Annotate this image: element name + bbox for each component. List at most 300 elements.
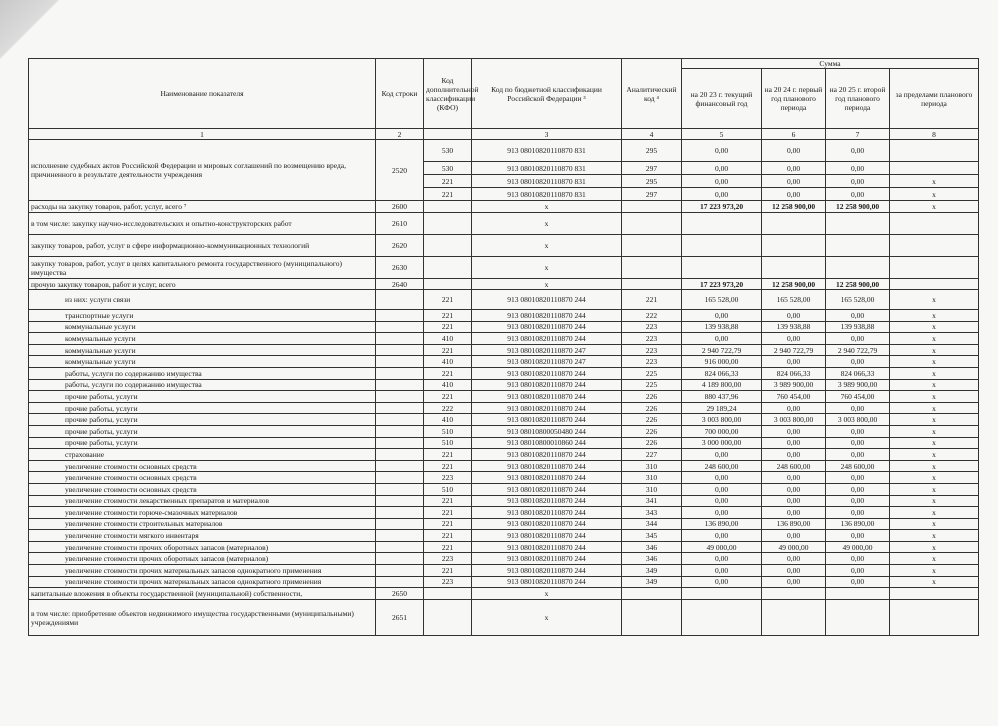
analytic-cell: 310: [622, 460, 682, 472]
year1-cell: 880 437,96: [682, 391, 762, 403]
beyond-cell: х: [890, 507, 979, 519]
beyond-cell: х: [890, 356, 979, 368]
year1-cell: 0,00: [682, 333, 762, 345]
analytic-cell: 223: [622, 356, 682, 368]
beyond-cell: х: [890, 379, 979, 391]
col-number: 4: [622, 129, 682, 140]
year2-cell: 165 528,00: [762, 290, 826, 310]
table-row: [29, 565, 979, 577]
year2-cell: 0,00: [762, 437, 826, 449]
row-name: коммунальные услуги: [29, 344, 376, 356]
year2-cell: 0,00: [762, 495, 826, 507]
kfo-cell: 221: [424, 321, 472, 333]
col-number: 5: [682, 129, 762, 140]
year3-cell: 0,00: [826, 449, 890, 461]
year2-cell: 0,00: [762, 553, 826, 565]
row-name: транспортные услуги: [29, 310, 376, 322]
row-name: из них: услуги связи: [29, 290, 376, 310]
row-code: [376, 530, 424, 542]
budget-table: [28, 58, 979, 636]
row-name: увеличение стоимости прочих материальных запасов однократного применения: [29, 576, 376, 588]
kbk-cell: 913 08010820110870 244: [472, 402, 622, 414]
kfo-cell: 221: [424, 290, 472, 310]
page-fold-shadow: [0, 0, 60, 60]
table-row-2640: [29, 279, 979, 290]
year3-cell: 136 890,00: [826, 518, 890, 530]
year3-cell: 0,00: [826, 162, 890, 175]
table-row: [29, 414, 979, 426]
beyond-cell: х: [890, 425, 979, 437]
year3-cell: [826, 600, 890, 636]
year1-cell: 0,00: [682, 507, 762, 519]
row-name: закупку товаров, работ, услуг в целях капитального ремонта государственного (муниципального) имущества: [29, 257, 376, 279]
table-row: [29, 541, 979, 553]
year3-cell: 0,00: [826, 402, 890, 414]
year3-cell: 0,00: [826, 507, 890, 519]
col-number: 6: [762, 129, 826, 140]
header-sum: Сумма: [682, 59, 979, 69]
kfo-cell: 221: [424, 541, 472, 553]
row-name: прочие работы, услуги: [29, 414, 376, 426]
row-name: увеличение стоимости основных средств: [29, 460, 376, 472]
row-name: закупку товаров, работ, услуг в сфере информационно-коммуникационных технологий: [29, 235, 376, 257]
analytic-cell: 223: [622, 321, 682, 333]
row-code: 2640: [376, 279, 424, 290]
analytic-cell: 344: [622, 518, 682, 530]
year1-cell: 0,00: [682, 175, 762, 188]
kbk-cell: 913 08010820110870 244: [472, 321, 622, 333]
kfo-cell: 410: [424, 414, 472, 426]
kbk-cell: 913 08010820110870 244: [472, 576, 622, 588]
year2-cell: 0,00: [762, 565, 826, 577]
row-name: в том числе: закупку научно-исследовательских и опытно-конструкторских работ: [29, 213, 376, 235]
kfo-cell: 223: [424, 472, 472, 484]
row-code: [376, 483, 424, 495]
table-row-2651: [29, 600, 979, 636]
year1-cell: 3 000 000,00: [682, 437, 762, 449]
row-code: 2651: [376, 600, 424, 636]
table-row: [29, 310, 979, 322]
year3-cell: 0,00: [826, 530, 890, 542]
year2-cell: 0,00: [762, 356, 826, 368]
year1-cell: 17 223 973,20: [682, 201, 762, 213]
column-numbers-row: [29, 129, 979, 140]
row-name: увеличение стоимости мягкого инвентаря: [29, 530, 376, 542]
beyond-cell: х: [890, 310, 979, 322]
year3-cell: 0,00: [826, 175, 890, 188]
year1-cell: 0,00: [682, 553, 762, 565]
table-row: [29, 518, 979, 530]
row-code: 2630: [376, 257, 424, 279]
kfo-cell: [424, 588, 472, 600]
year1-cell: [682, 213, 762, 235]
year2-cell: [762, 235, 826, 257]
analytic-cell: 310: [622, 483, 682, 495]
analytic-cell: [622, 588, 682, 600]
beyond-cell: х: [890, 541, 979, 553]
kfo-cell: 221: [424, 565, 472, 577]
header-kfo: Код дополнительной классификации (КФО): [424, 59, 472, 129]
table-row: [29, 321, 979, 333]
row-code: [376, 472, 424, 484]
beyond-cell: [890, 279, 979, 290]
row-code: [376, 379, 424, 391]
year1-cell: 0,00: [682, 565, 762, 577]
kfo-cell: 223: [424, 576, 472, 588]
year3-cell: 0,00: [826, 310, 890, 322]
row-name: увеличение стоимости прочих материальных запасов однократного применения: [29, 565, 376, 577]
year2-cell: 49 000,00: [762, 541, 826, 553]
header-year-3: на 20 25 г. второй год планового периода: [826, 69, 890, 129]
year3-cell: 12 258 900,00: [826, 279, 890, 290]
row-name: увеличение стоимости прочих оборотных запасов (материалов): [29, 541, 376, 553]
table-row: [29, 140, 979, 162]
year2-cell: 2 940 722,79: [762, 344, 826, 356]
kfo-cell: 221: [424, 310, 472, 322]
table-row: [29, 437, 979, 449]
beyond-cell: х: [890, 333, 979, 345]
beyond-cell: х: [890, 518, 979, 530]
year3-cell: 0,00: [826, 425, 890, 437]
kfo-cell: 530: [424, 162, 472, 175]
analytic-cell: 349: [622, 565, 682, 577]
kfo-cell: 222: [424, 402, 472, 414]
kfo-cell: 410: [424, 333, 472, 345]
year1-cell: 0,00: [682, 310, 762, 322]
year1-cell: 0,00: [682, 483, 762, 495]
year3-cell: [826, 257, 890, 279]
year2-cell: 0,00: [762, 576, 826, 588]
kbk-cell: 913 08010820110870 244: [472, 391, 622, 403]
row-code: [376, 507, 424, 519]
year2-cell: 136 890,00: [762, 518, 826, 530]
kfo-cell: [424, 235, 472, 257]
analytic-cell: 226: [622, 437, 682, 449]
col-number: [424, 129, 472, 140]
kbk-cell: 913 08010820110870 244: [472, 507, 622, 519]
kbk-cell: 913 08010820110870 831: [472, 140, 622, 162]
kbk-cell: 913 08010820110870 244: [472, 472, 622, 484]
beyond-cell: х: [890, 483, 979, 495]
year3-cell: 0,00: [826, 483, 890, 495]
beyond-cell: х: [890, 472, 979, 484]
year1-cell: 4 189 800,00: [682, 379, 762, 391]
year1-cell: [682, 257, 762, 279]
year2-cell: 0,00: [762, 449, 826, 461]
row-name: увеличение стоимости горюче-смазочных материалов: [29, 507, 376, 519]
beyond-cell: [890, 257, 979, 279]
row-code: [376, 553, 424, 565]
beyond-cell: х: [890, 402, 979, 414]
row-code: [376, 518, 424, 530]
kbk-cell: 913 08010820110870 244: [472, 495, 622, 507]
kbk-cell: 913 08010820110870 244: [472, 310, 622, 322]
kfo-cell: 221: [424, 460, 472, 472]
row-name: увеличение стоимости прочих оборотных запасов (материалов): [29, 553, 376, 565]
year2-cell: 0,00: [762, 530, 826, 542]
row-name: коммунальные услуги: [29, 321, 376, 333]
analytic-cell: 345: [622, 530, 682, 542]
row-code: [376, 321, 424, 333]
table-row: [29, 553, 979, 565]
analytic-cell: [622, 213, 682, 235]
year3-cell: 0,00: [826, 188, 890, 201]
year2-cell: [762, 600, 826, 636]
analytic-cell: 225: [622, 367, 682, 379]
analytic-cell: 225: [622, 379, 682, 391]
beyond-cell: х: [890, 344, 979, 356]
col-number: 2: [376, 129, 424, 140]
header-row-code: Код строки: [376, 59, 424, 129]
kbk-cell: х: [472, 588, 622, 600]
table-row: [29, 402, 979, 414]
table-row-2650: [29, 588, 979, 600]
year1-cell: [682, 588, 762, 600]
kfo-cell: [424, 279, 472, 290]
kbk-cell: 913 08010820110870 244: [472, 290, 622, 310]
year3-cell: 49 000,00: [826, 541, 890, 553]
row-name: прочие работы, услуги: [29, 402, 376, 414]
row-name: прочие работы, услуги: [29, 391, 376, 403]
kbk-cell: 913 08010820110870 244: [472, 460, 622, 472]
analytic-cell: 297: [622, 162, 682, 175]
analytic-cell: 226: [622, 414, 682, 426]
kbk-cell: 913 08010820110870 244: [472, 553, 622, 565]
year1-cell: 700 000,00: [682, 425, 762, 437]
beyond-cell: х: [890, 201, 979, 213]
table-row: [29, 483, 979, 495]
row-code: [376, 356, 424, 368]
kfo-cell: [424, 257, 472, 279]
analytic-cell: [622, 201, 682, 213]
analytic-cell: 310: [622, 472, 682, 484]
row-name: в том числе: приобретение объектов недвижимого имущества государственными (муниципальными) учреждениями: [29, 600, 376, 636]
kfo-cell: 221: [424, 449, 472, 461]
kbk-cell: 913 08010820110870 831: [472, 162, 622, 175]
year1-cell: 0,00: [682, 576, 762, 588]
table-row: [29, 460, 979, 472]
analytic-cell: 226: [622, 402, 682, 414]
year3-cell: 12 258 900,00: [826, 201, 890, 213]
year2-cell: 0,00: [762, 175, 826, 188]
year3-cell: 0,00: [826, 356, 890, 368]
year3-cell: 139 938,88: [826, 321, 890, 333]
table-row: [29, 495, 979, 507]
col-number: 1: [29, 129, 376, 140]
kfo-cell: 221: [424, 188, 472, 201]
table-row: [29, 333, 979, 345]
kbk-cell: 913 08010820110870 244: [472, 518, 622, 530]
row-name: работы, услуги по содержанию имущества: [29, 367, 376, 379]
kfo-cell: 410: [424, 356, 472, 368]
year2-cell: 0,00: [762, 333, 826, 345]
year1-cell: 139 938,88: [682, 321, 762, 333]
analytic-cell: [622, 279, 682, 290]
beyond-cell: х: [890, 290, 979, 310]
table-row: [29, 344, 979, 356]
analytic-cell: 346: [622, 541, 682, 553]
year2-cell: [762, 213, 826, 235]
kfo-cell: 510: [424, 437, 472, 449]
row-code: [376, 367, 424, 379]
row-name: капитальные вложения в объекты государственной (муниципальной) собственности,: [29, 588, 376, 600]
beyond-cell: х: [890, 367, 979, 379]
analytic-cell: 346: [622, 553, 682, 565]
header-year-1: на 20 23 г. текущий финансовый год: [682, 69, 762, 129]
row-name: работы, услуги по содержанию имущества: [29, 379, 376, 391]
analytic-cell: 341: [622, 495, 682, 507]
kbk-cell: 913 08010820110870 244: [472, 530, 622, 542]
year1-cell: 0,00: [682, 472, 762, 484]
kfo-cell: 221: [424, 367, 472, 379]
year2-cell: 0,00: [762, 310, 826, 322]
analytic-cell: 295: [622, 175, 682, 188]
kbk-cell: х: [472, 201, 622, 213]
kfo-cell: [424, 600, 472, 636]
year3-cell: 0,00: [826, 472, 890, 484]
header-analytic-code: Аналитический код ⁴: [622, 59, 682, 129]
row-code: [376, 414, 424, 426]
header-year-2: на 20 24 г. первый год планового периода: [762, 69, 826, 129]
year1-cell: 29 189,24: [682, 402, 762, 414]
year1-cell: 2 940 722,79: [682, 344, 762, 356]
table-row: [29, 576, 979, 588]
year1-cell: 17 223 973,20: [682, 279, 762, 290]
beyond-cell: х: [890, 188, 979, 201]
year1-cell: 0,00: [682, 140, 762, 162]
row-name: страхование: [29, 449, 376, 461]
row-name: коммунальные услуги: [29, 356, 376, 368]
row-name: прочие работы, услуги: [29, 437, 376, 449]
analytic-cell: 227: [622, 449, 682, 461]
table-row: [29, 379, 979, 391]
beyond-cell: х: [890, 530, 979, 542]
kfo-cell: [424, 201, 472, 213]
kbk-cell: 913 08010820110870 244: [472, 367, 622, 379]
row-code: [376, 576, 424, 588]
row-name: исполнение судебных актов Российской Федерации и мировых соглашений по возмещению вреда, причиненного в результате деятельности учреждения: [29, 140, 376, 201]
table-row-2610: [29, 213, 979, 235]
beyond-cell: х: [890, 437, 979, 449]
year1-cell: 136 890,00: [682, 518, 762, 530]
year1-cell: 916 000,00: [682, 356, 762, 368]
year3-cell: [826, 235, 890, 257]
year2-cell: 0,00: [762, 140, 826, 162]
analytic-cell: [622, 235, 682, 257]
year2-cell: 760 454,00: [762, 391, 826, 403]
year3-cell: 3 989 900,00: [826, 379, 890, 391]
row-code: 2600: [376, 201, 424, 213]
kbk-cell: 913 08010800010860 244: [472, 437, 622, 449]
table-row: [29, 530, 979, 542]
row-code: [376, 391, 424, 403]
analytic-cell: 226: [622, 425, 682, 437]
year2-cell: 139 938,88: [762, 321, 826, 333]
beyond-cell: [890, 140, 979, 162]
kbk-cell: х: [472, 213, 622, 235]
kfo-cell: 221: [424, 495, 472, 507]
year3-cell: [826, 588, 890, 600]
kfo-cell: 510: [424, 483, 472, 495]
year2-cell: 248 600,00: [762, 460, 826, 472]
row-code: [376, 402, 424, 414]
year3-cell: 0,00: [826, 495, 890, 507]
year2-cell: 12 258 900,00: [762, 279, 826, 290]
kbk-cell: 913 08010820110870 831: [472, 188, 622, 201]
col-number: 3: [472, 129, 622, 140]
year2-cell: [762, 257, 826, 279]
analytic-cell: 297: [622, 188, 682, 201]
beyond-cell: [890, 213, 979, 235]
year2-cell: 0,00: [762, 472, 826, 484]
kfo-cell: 221: [424, 507, 472, 519]
row-code: 2610: [376, 213, 424, 235]
table-row: [29, 356, 979, 368]
year3-cell: 824 066,33: [826, 367, 890, 379]
year1-cell: 248 600,00: [682, 460, 762, 472]
table-row-2620: [29, 235, 979, 257]
beyond-cell: [890, 235, 979, 257]
year1-cell: 3 003 800,00: [682, 414, 762, 426]
table-row-2630: [29, 257, 979, 279]
kbk-cell: 913 08010820110870 244: [472, 414, 622, 426]
row-code: 2650: [376, 588, 424, 600]
beyond-cell: х: [890, 576, 979, 588]
row-name: коммунальные услуги: [29, 333, 376, 345]
beyond-cell: [890, 162, 979, 175]
year1-cell: 49 000,00: [682, 541, 762, 553]
beyond-cell: х: [890, 414, 979, 426]
table-row: [29, 290, 979, 310]
header-beyond: за пределами планового периода: [890, 69, 979, 129]
row-name: прочие работы, услуги: [29, 425, 376, 437]
year3-cell: 0,00: [826, 553, 890, 565]
year2-cell: 0,00: [762, 402, 826, 414]
row-code: [376, 460, 424, 472]
year2-cell: 12 258 900,00: [762, 201, 826, 213]
row-code: [376, 425, 424, 437]
kbk-cell: 913 08010820110870 244: [472, 449, 622, 461]
year1-cell: 0,00: [682, 530, 762, 542]
kbk-cell: 913 08010820110870 244: [472, 565, 622, 577]
row-code: [376, 495, 424, 507]
row-code: [376, 290, 424, 310]
beyond-cell: х: [890, 391, 979, 403]
kbk-cell: 913 08010800050480 244: [472, 425, 622, 437]
year3-cell: 2 940 722,79: [826, 344, 890, 356]
analytic-cell: 223: [622, 333, 682, 345]
table-row: [29, 391, 979, 403]
year2-cell: 0,00: [762, 507, 826, 519]
year3-cell: 0,00: [826, 333, 890, 345]
year2-cell: 0,00: [762, 162, 826, 175]
kfo-cell: 530: [424, 140, 472, 162]
year3-cell: 3 003 800,00: [826, 414, 890, 426]
kbk-cell: 913 08010820110870 244: [472, 379, 622, 391]
year2-cell: 3 003 800,00: [762, 414, 826, 426]
kfo-cell: 510: [424, 425, 472, 437]
year1-cell: 0,00: [682, 162, 762, 175]
beyond-cell: х: [890, 460, 979, 472]
year3-cell: 0,00: [826, 437, 890, 449]
row-code: [376, 333, 424, 345]
row-name: увеличение стоимости основных средств: [29, 483, 376, 495]
row-code: [376, 310, 424, 322]
kfo-cell: 221: [424, 518, 472, 530]
year3-cell: 248 600,00: [826, 460, 890, 472]
analytic-cell: [622, 600, 682, 636]
row-name: увеличение стоимости основных средств: [29, 472, 376, 484]
